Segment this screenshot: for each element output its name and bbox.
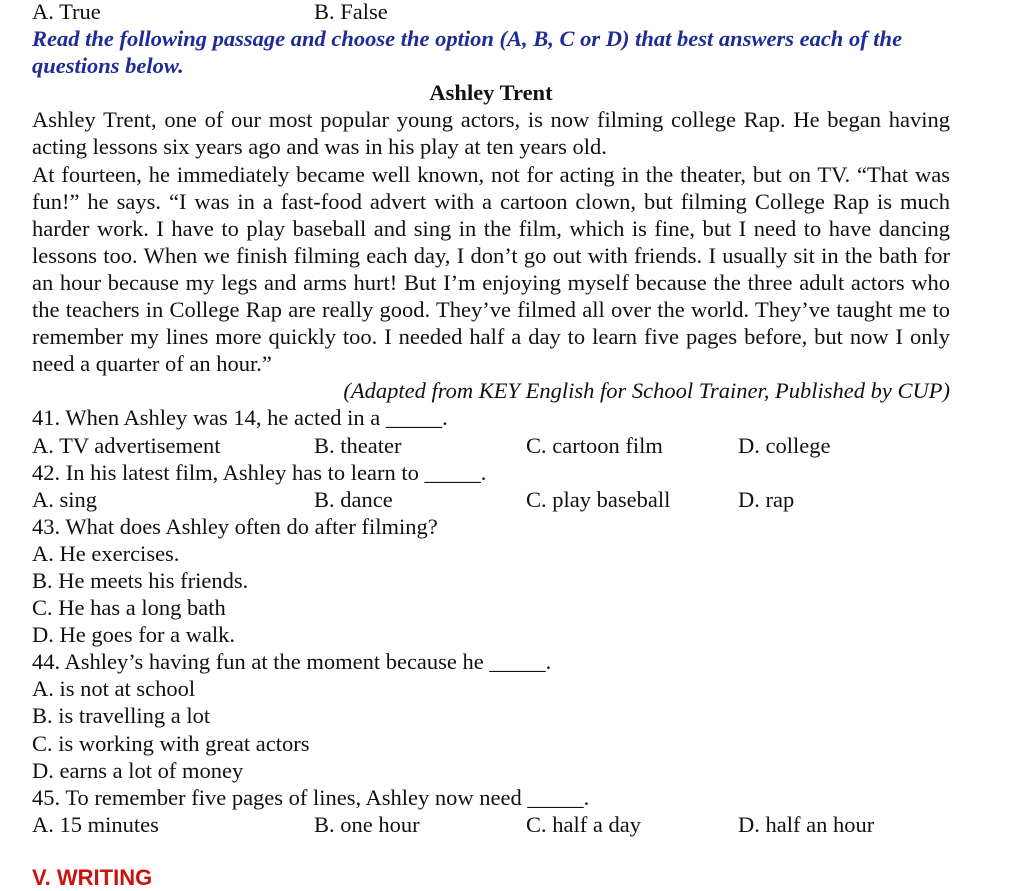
question-41-options xyxy=(32,432,950,459)
q44-option-a[interactable]: A. is not at school xyxy=(32,676,196,702)
question-44-stem: 44. Ashley’s having fun at the moment because he _____. xyxy=(32,649,552,675)
q43-option-d[interactable]: D. He goes for a walk. xyxy=(32,622,236,648)
q45-option-a[interactable]: A. 15 minutes xyxy=(32,811,159,837)
q45-option-b[interactable]: B. one hour xyxy=(314,811,420,837)
q41-option-c[interactable]: C. cartoon film xyxy=(526,432,663,458)
q45-option-d[interactable]: D. half an hour xyxy=(738,811,875,837)
option-b[interactable]: B. False xyxy=(314,0,388,24)
q44-option-b[interactable]: B. is travelling a lot xyxy=(32,703,211,729)
question-42-options xyxy=(32,486,950,513)
next-section-heading: V. WRITING xyxy=(32,865,153,890)
q44-option-d[interactable]: D. earns a lot of money xyxy=(32,757,244,783)
question-42-stem: 42. In his latest film, Ashley has to learn to _____. xyxy=(32,459,487,485)
section-instruction: Read the following passage and choose the option (A, B, C or D) that best answers each of the questions below. xyxy=(32,26,903,79)
q43-option-a[interactable]: A. He exercises. xyxy=(32,540,180,566)
q44-option-c[interactable]: C. is working with great actors xyxy=(32,730,310,756)
option-a[interactable]: A. True xyxy=(32,0,101,24)
question-43-stem: 43. What does Ashley often do after filming? xyxy=(32,513,438,539)
question-45-options xyxy=(32,811,950,838)
q41-option-a[interactable]: A. TV advertisement xyxy=(32,432,221,458)
q45-option-c[interactable]: C. half a day xyxy=(526,811,641,837)
q42-option-a[interactable]: A. sing xyxy=(32,486,98,512)
q41-option-d[interactable]: D. college xyxy=(738,432,831,458)
passage-paragraph-1: Ashley Trent, one of our most popular young actors, is now filming college Rap. He began having acting lessons six years ago and was in his play at ten years old. xyxy=(32,107,950,160)
q43-option-c[interactable]: C. He has a long bath xyxy=(32,595,226,621)
question-45-stem: 45. To remember five pages of lines, Ashley now need _____. xyxy=(32,784,590,810)
q42-option-d[interactable]: D. rap xyxy=(738,486,795,512)
question-41-stem: 41. When Ashley was 14, he acted in a _____. xyxy=(32,405,448,431)
q42-option-c[interactable]: C. play baseball xyxy=(526,486,671,512)
passage-source: (Adapted from KEY English for School Trainer, Published by CUP) xyxy=(343,378,950,404)
q43-option-b[interactable]: B. He meets his friends. xyxy=(32,567,249,593)
passage-paragraph-2: At fourteen, he immediately became well known, not for acting in the theater, but on TV. “That was fun!” he says. “I was in a fast-food advert with a cartoon clown, but filming College Rap is much harder work. I have to play baseball and sing in the film, which is fine, but I need to have dancing lessons too. When we finish filming each day, I don’t go out with friends. I usually sit in the bath for an hour because my legs and arms hurt! But I’m enjoying myself because the three adult actors who the teachers in College Rap are really good. They’ve filmed all over the world. They’ve taught me to remember my lines more quickly too. I needed half a day to learn five pages before, but now I only need a quarter of an hour.” xyxy=(32,161,950,377)
passage-title: Ashley Trent xyxy=(429,80,553,106)
q41-option-b[interactable]: B. theater xyxy=(314,432,402,458)
worksheet-page xyxy=(32,0,950,838)
prev-question-options xyxy=(32,0,950,25)
q42-option-b[interactable]: B. dance xyxy=(314,486,393,512)
